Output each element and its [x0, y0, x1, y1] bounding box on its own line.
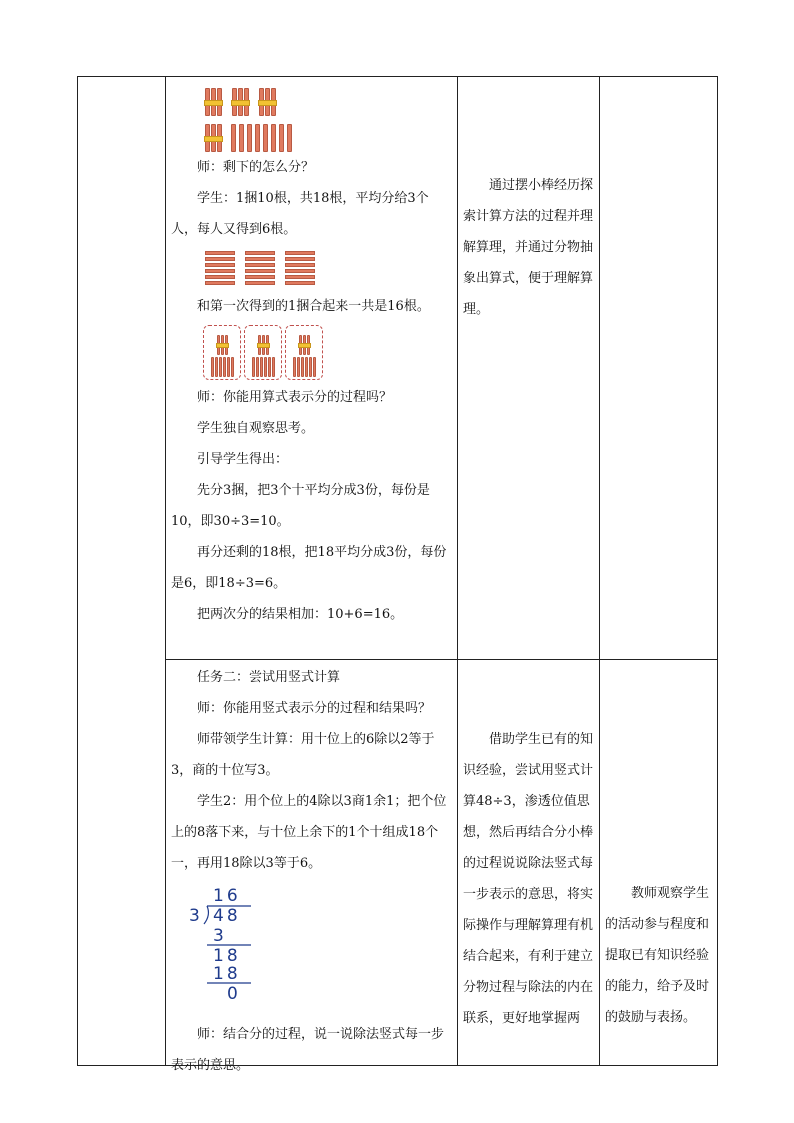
table-border-top [77, 76, 718, 77]
text-step-1: 先分3捆，把3个十平均分成3份，每份是10，即30÷3=10。 [171, 483, 430, 529]
dividend: 48 [213, 906, 241, 926]
column-divider-2 [457, 76, 458, 1066]
share-box [203, 325, 241, 380]
stick-icon [247, 124, 252, 152]
division-step-3: 18 [213, 964, 241, 984]
text-teacher-lead: 师带领学生计算：用十位上的6除以2等于3，商的十位写3。 [171, 732, 435, 778]
stick-icon [252, 357, 275, 377]
division-step-1: 3 [213, 926, 224, 946]
assessment-cell-row2 [605, 878, 713, 1033]
text-remaining-question: 师：剩下的怎么分？ [197, 160, 315, 175]
stick-bundle-icon [299, 335, 310, 355]
stick-icon [287, 124, 292, 152]
stick-icon [293, 357, 316, 377]
column-divider-1 [165, 76, 166, 1066]
stick-icon [263, 124, 268, 152]
share-box [244, 325, 282, 380]
stick-bundle-icon [258, 335, 269, 355]
text-student-answer-1: 学生：1捆10根，共18根，平均分给3个人，每人又得到6根。 [171, 191, 429, 237]
text-student-answer-2: 学生2：用个位上的4除以3商1余1；把个位上的8落下来，与十位上余下的1个十组成18个一，再用18除以3等于6。 [171, 794, 447, 871]
stick-bundle-icon [232, 88, 249, 116]
text-step-3: 把两次分的结果相加：10+6=16。 [197, 607, 404, 622]
sticks-three-shares [171, 322, 453, 382]
stick-bundle-icon [217, 335, 228, 355]
share-box [285, 325, 323, 380]
stick-icon [211, 357, 234, 377]
lesson-table [77, 76, 718, 1073]
task-2-title: 任务二：尝试用竖式计算 [197, 670, 341, 685]
assessment-note-2: 教师观察学生的活动参与程度和提取已有知识经验的能力，给予及时的鼓励与表扬。 [605, 886, 710, 1025]
table-border-right [717, 76, 718, 1066]
division-step-2: 18 [213, 946, 241, 966]
long-division [171, 879, 291, 1007]
text-step-2: 再分还剩的18根，把18平均分成3份，每份是6，即18÷3=6。 [171, 545, 447, 591]
sticks-bundle-and-singles [171, 116, 453, 152]
quotient: 16 [213, 886, 241, 906]
design-intent-2: 借助学生已有的知识经验，尝试用竖式计算48÷3，渗透位值思想，然后再结合分小棒的过程说说除法竖式每一步表示的意思，将实际操作与理解算理有机结合起来，有利于建立分物过程与除法的内在联系，更好地掌握两 [463, 732, 594, 1026]
stick-icon [271, 124, 276, 152]
intent-cell-row2 [463, 724, 595, 1034]
stick-bundle-icon [259, 88, 276, 116]
stick-icon [255, 124, 260, 152]
process-cell-row2 [171, 662, 453, 1081]
division-remainder: 0 [227, 984, 238, 1004]
division-bracket [204, 906, 208, 924]
text-teacher-vertical-question: 师：你能用竖式表示分的过程和结果吗？ [197, 701, 432, 716]
text-combined-total: 和第一次得到的1捆合起来一共是16根。 [197, 299, 430, 314]
text-observe: 学生独自观察思考。 [197, 421, 315, 436]
sticks-horizontal-groups [171, 245, 453, 291]
stick-bundle-icon [205, 124, 222, 152]
intent-cell-row1 [463, 170, 595, 325]
stick-group-icon [245, 251, 275, 285]
stick-bundle-icon [205, 88, 222, 116]
row-divider [165, 659, 718, 660]
stick-group-icon [205, 251, 235, 285]
divisor: 3 [189, 906, 200, 926]
stick-group-icon [285, 251, 315, 285]
stick-icon [279, 124, 284, 152]
stick-icon [239, 124, 244, 152]
text-teacher-explain: 师：结合分的过程，说一说除法竖式每一步表示的意思。 [171, 1027, 445, 1073]
sticks-three-bundles [171, 80, 453, 116]
text-guide: 引导学生得出： [197, 452, 289, 467]
text-teacher-formula-question: 师：你能用算式表示分的过程吗？ [197, 390, 393, 405]
process-cell-row1 [171, 80, 453, 630]
table-border-left [77, 76, 78, 1066]
design-intent-1: 通过摆小棒经历探索计算方法的过程并理解算理，并通过分物抽象出算式，便于理解算理。 [463, 178, 594, 317]
stick-icon [231, 124, 236, 152]
column-divider-3 [599, 76, 600, 1066]
